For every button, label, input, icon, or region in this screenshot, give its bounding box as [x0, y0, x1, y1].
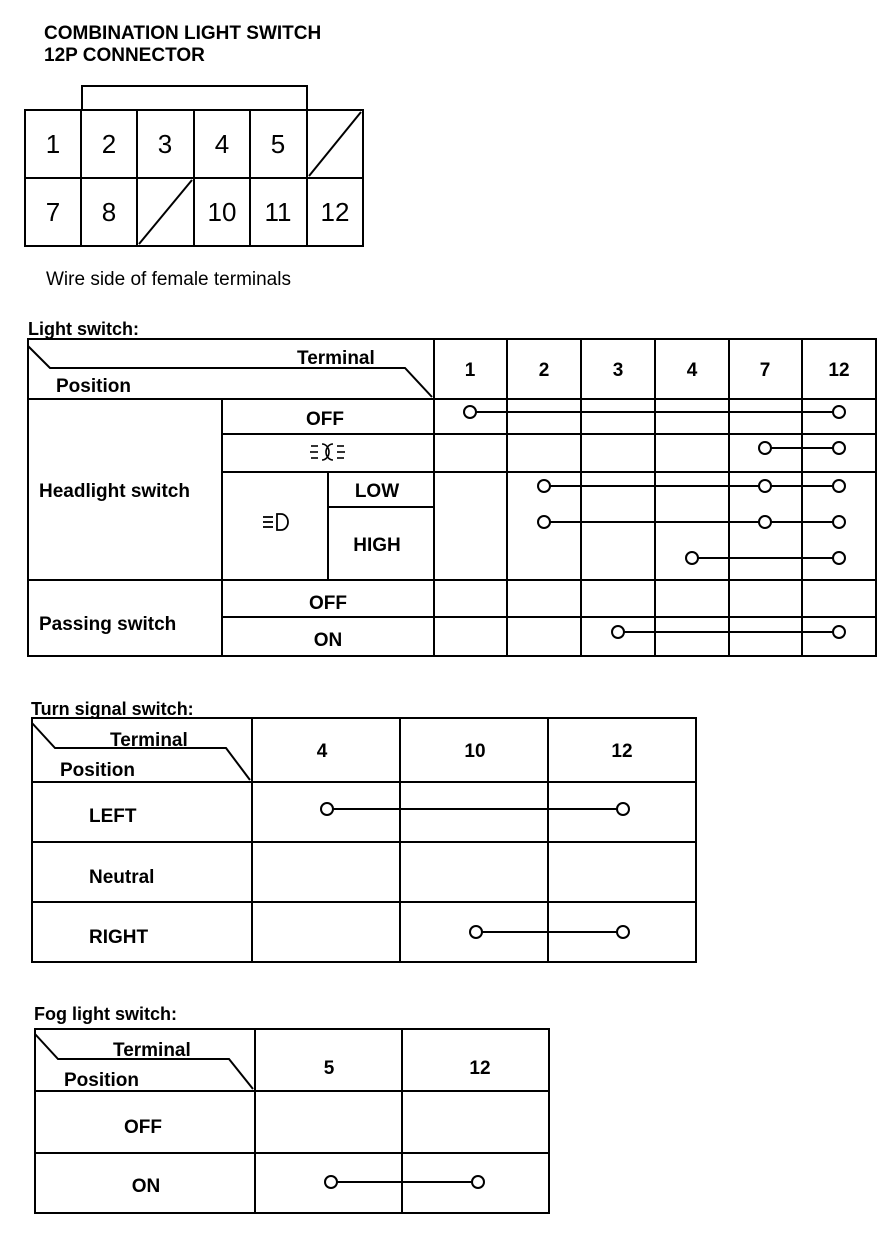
turn-row-left: LEFT — [89, 806, 137, 827]
connector-title: 12P CONNECTOR — [44, 45, 205, 66]
pin-10: 10 — [207, 197, 237, 227]
connector-caption: Wire side of female terminals — [46, 269, 291, 290]
fog-terminal-12: 12 — [469, 1058, 491, 1079]
headlight-off-label: OFF — [306, 409, 344, 430]
turn-terminal-4: 4 — [316, 741, 328, 762]
light-terminal-4: 4 — [686, 360, 698, 381]
turn-row-right: RIGHT — [89, 927, 149, 948]
pin-7: 7 — [45, 197, 61, 227]
light-terminal-2: 2 — [538, 360, 550, 381]
turn-row-neutral: Neutral — [89, 867, 155, 888]
pin-3: 3 — [157, 129, 173, 159]
light-position-label: Position — [56, 376, 131, 397]
fog-row-off: OFF — [124, 1117, 162, 1138]
turn-terminal-label: Terminal — [110, 730, 188, 751]
fog-on-connection-terminal-dot — [472, 1176, 484, 1188]
pin-1: 1 — [45, 129, 61, 159]
fog-position-label: Position — [64, 1070, 139, 1091]
pin-5: 5 — [270, 129, 286, 159]
pin-2: 2 — [101, 129, 117, 159]
pin-4: 4 — [214, 129, 230, 159]
light-switch-title: Light switch: — [28, 319, 139, 339]
turn-terminal-10: 10 — [464, 741, 486, 762]
passing-switch-label: Passing switch — [39, 614, 177, 635]
diagram-title: COMBINATION LIGHT SWITCH — [44, 23, 322, 44]
light-terminal-label: Terminal — [297, 348, 375, 369]
pin-8: 8 — [101, 197, 117, 227]
light-terminal-3: 3 — [612, 360, 624, 381]
pin-12: 12 — [320, 197, 350, 227]
light-terminal-1: 1 — [464, 360, 476, 381]
passing-on-label: ON — [313, 630, 343, 651]
fog-light-title: Fog light switch: — [34, 1004, 177, 1024]
fog-terminal-label: Terminal — [113, 1040, 191, 1061]
turn-terminal-12: 12 — [611, 741, 633, 762]
headlight-switch-label: Headlight switch — [39, 481, 190, 502]
passing-off-label: OFF — [309, 593, 347, 614]
light-terminal-7: 7 — [759, 360, 771, 381]
pin-11: 11 — [264, 197, 292, 227]
turn-signal-title: Turn signal switch: — [31, 699, 194, 719]
headlight-high-label: HIGH — [353, 535, 401, 556]
light-terminal-12: 12 — [828, 360, 850, 381]
fog-row-on: ON — [131, 1176, 161, 1197]
fog-terminal-5: 5 — [323, 1058, 335, 1079]
turn-position-label: Position — [60, 760, 135, 781]
headlight-low-label: LOW — [354, 481, 400, 502]
fog-on-connection-terminal-dot — [325, 1176, 337, 1188]
